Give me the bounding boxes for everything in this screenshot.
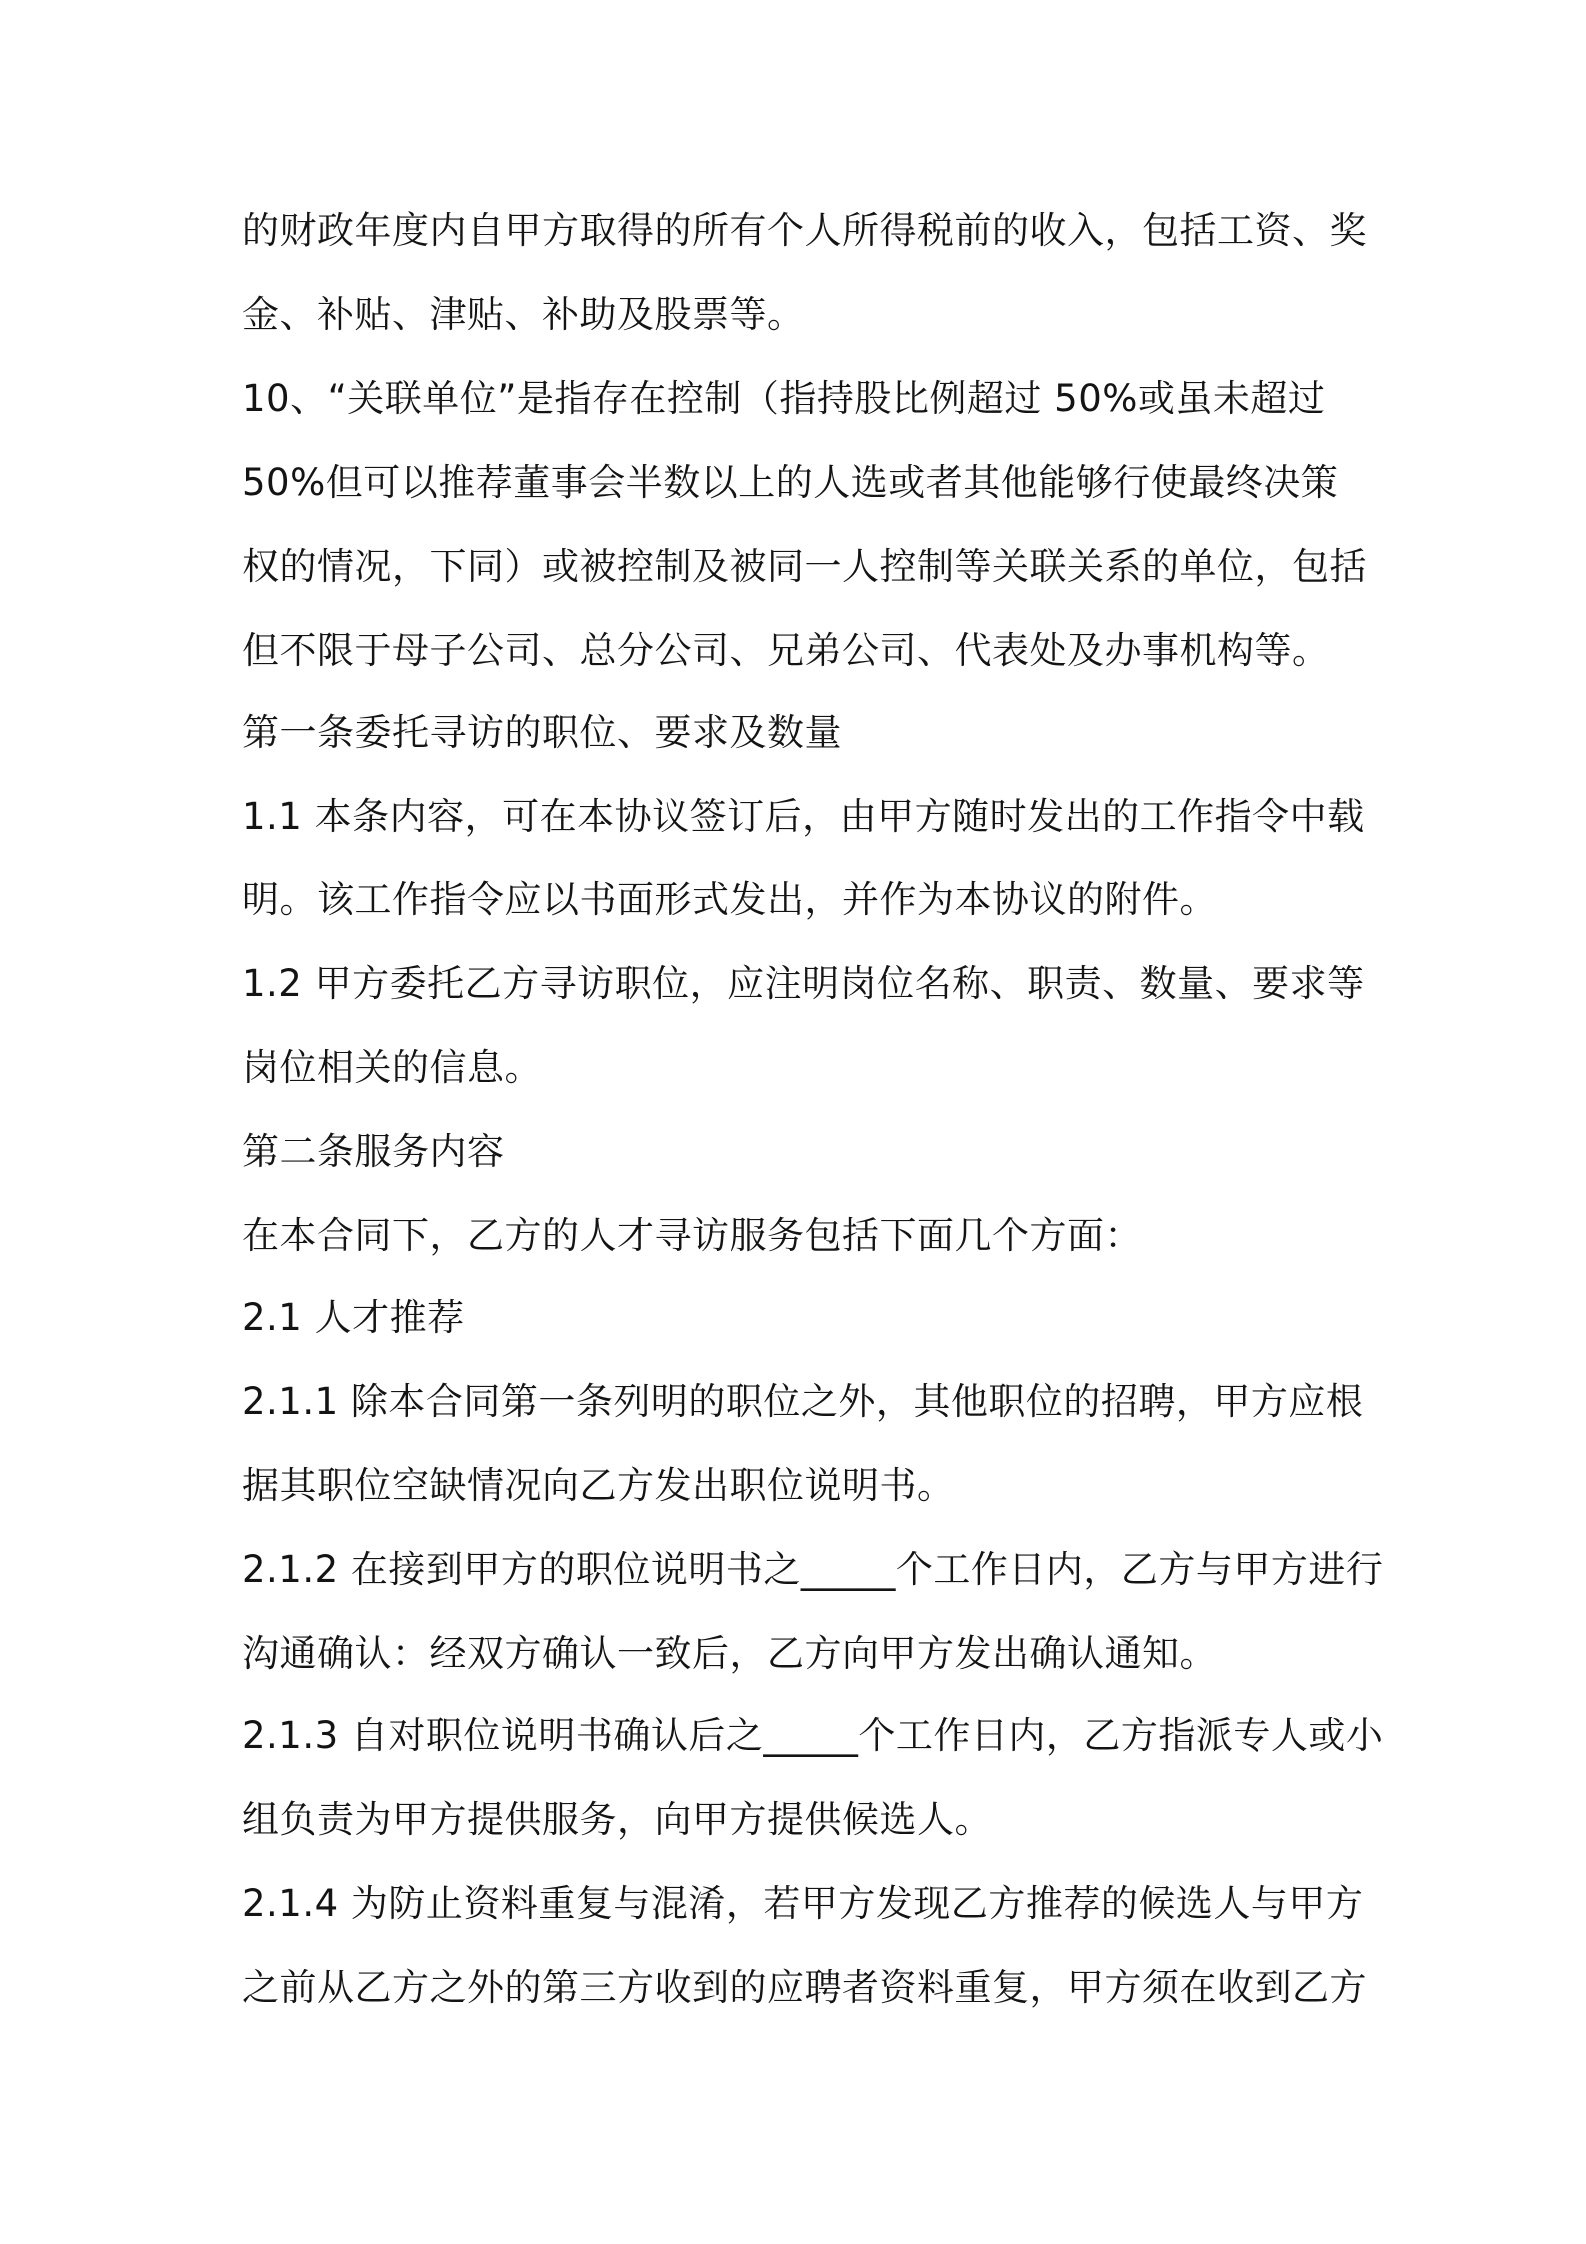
text-line: 2.1.3 自对职位说明书确认后之_____个工作日内，乙方指派专人或小 bbox=[242, 1714, 1384, 1757]
text-line: 50%但可以推荐董事会半数以上的人选或者其他能够行使最终决策 bbox=[242, 461, 1339, 504]
text-line: 组负责为甲方提供服务，向甲方提供候选人。 bbox=[242, 1798, 992, 1841]
text-line: 金、补贴、津贴、补助及股票等。 bbox=[242, 293, 805, 336]
text-line: 据其职位空缺情况向乙方发出职位说明书。 bbox=[242, 1464, 955, 1507]
text-line: 10、“关联单位”是指存在控制（指持股比例超过 50%或虽未超过 bbox=[242, 377, 1326, 420]
section-heading: 第一条委托寻访的职位、要求及数量 bbox=[242, 711, 842, 754]
text-line: 2.1.1 除本合同第一条列明的职位之外，其他职位的招聘，甲方应根 bbox=[242, 1380, 1364, 1423]
text-line: 1.2 甲方委托乙方寻访职位，应注明岗位名称、职责、数量、要求等 bbox=[242, 962, 1365, 1005]
text-line: 明。该工作指令应以书面形式发出，并作为本协议的附件。 bbox=[242, 878, 1217, 921]
subsection-heading: 2.1 人才推荐 bbox=[242, 1296, 465, 1339]
text-line: 之前从乙方之外的第三方收到的应聘者资料重复，甲方须在收到乙方 bbox=[242, 1966, 1367, 2009]
text-line: 在本合同下，乙方的人才寻访服务包括下面几个方面： bbox=[242, 1214, 1142, 1257]
section-heading: 第二条服务内容 bbox=[242, 1130, 505, 1173]
text-line: 沟通确认：经双方确认一致后，乙方向甲方发出确认通知。 bbox=[242, 1632, 1217, 1675]
text-line: 岗位相关的信息。 bbox=[242, 1046, 542, 1089]
text-line: 但不限于母子公司、总分公司、兄弟公司、代表处及办事机构等。 bbox=[242, 629, 1330, 672]
text-line: 权的情况，下同）或被控制及被同一人控制等关联关系的单位，包括 bbox=[242, 545, 1367, 588]
text-line: 1.1 本条内容，可在本协议签订后，由甲方随时发出的工作指令中载 bbox=[242, 795, 1365, 838]
text-line: 2.1.4 为防止资料重复与混淆，若甲方发现乙方推荐的候选人与甲方 bbox=[242, 1882, 1364, 1925]
text-line: 的财政年度内自甲方取得的所有个人所得税前的收入，包括工资、奖 bbox=[242, 209, 1367, 252]
text-line: 2.1.2 在接到甲方的职位说明书之_____个工作日内，乙方与甲方进行 bbox=[242, 1548, 1384, 1591]
